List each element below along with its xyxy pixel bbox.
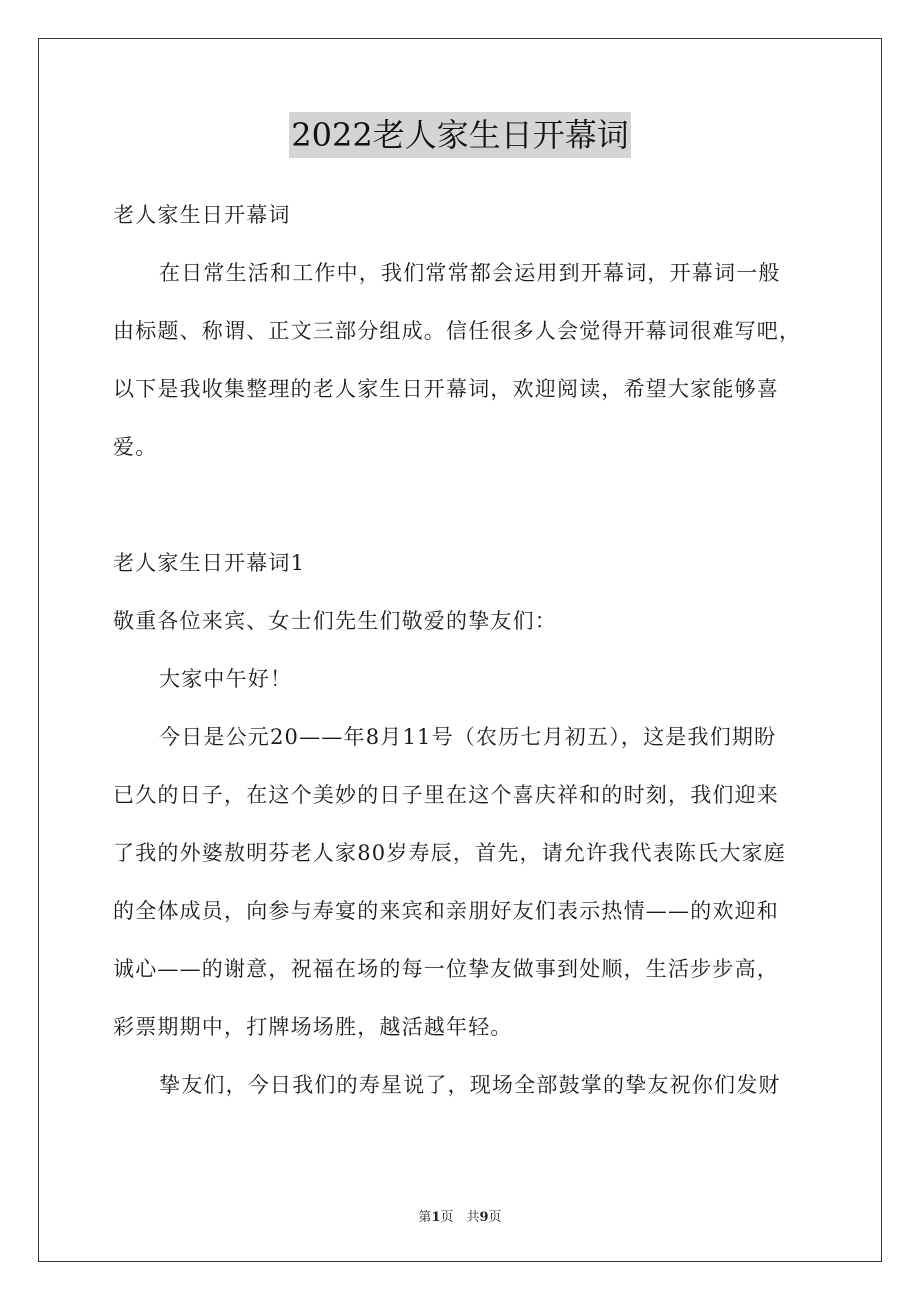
section-heading: 老人家生日开幕词 — [113, 203, 291, 227]
total-page-count: 9 — [479, 1210, 489, 1225]
paragraph-line: 在日常生活和工作中，我们常常都会运用到开幕词，开幕词一般 — [159, 261, 781, 285]
paragraph-line: 已久的日子，在这个美妙的日子里在这个喜庆祥和的时刻，我们迎来 — [113, 783, 779, 807]
paragraph-line: 了我的外婆敖明芬老人家80岁寿辰，首先，请允许我代表陈氏大家庭 — [113, 841, 786, 865]
paragraph-line: 爱。 — [113, 435, 158, 459]
section-heading: 老人家生日开幕词1 — [113, 551, 306, 575]
current-page-number: 1 — [431, 1210, 441, 1225]
paragraph-line: 彩票期期中，打牌场场胜，越活越年轻。 — [113, 1015, 513, 1039]
page-label-mid: 页 共 — [440, 1210, 480, 1225]
title-container — [0, 112, 920, 158]
paragraph-line: 今日是公元20——年8月11号（农历七月初五），这是我们期盼 — [159, 725, 777, 749]
document-title: 2022老人家生日开幕词 — [289, 112, 630, 158]
salutation: 敬重各位来宾、女士们先生们敬爱的挚友们： — [113, 609, 557, 633]
paragraph-gap — [113, 483, 813, 541]
paragraph-line: 以下是我收集整理的老人家生日开幕词，欢迎阅读，希望大家能够喜 — [113, 377, 779, 401]
greeting: 大家中午好！ — [159, 667, 293, 691]
paragraph-line: 的全体成员，向参与寿宴的来宾和亲朋好友们表示热情——的欢迎和 — [113, 899, 779, 923]
document-body — [113, 193, 813, 1121]
page-footer — [0, 1206, 920, 1225]
page-label-suffix: 页 — [488, 1210, 502, 1225]
paragraph-line: 诚心——的谢意，祝福在场的每一位挚友做事到处顺，生活步步高， — [113, 957, 779, 981]
page-label-prefix: 第 — [418, 1210, 432, 1225]
paragraph-line: 由标题、称谓、正文三部分组成。信任很多人会觉得开幕词很难写吧， — [113, 319, 802, 343]
paragraph-line: 挚友们，今日我们的寿星说了，现场全部鼓掌的挚友祝你们发财 — [159, 1073, 781, 1097]
